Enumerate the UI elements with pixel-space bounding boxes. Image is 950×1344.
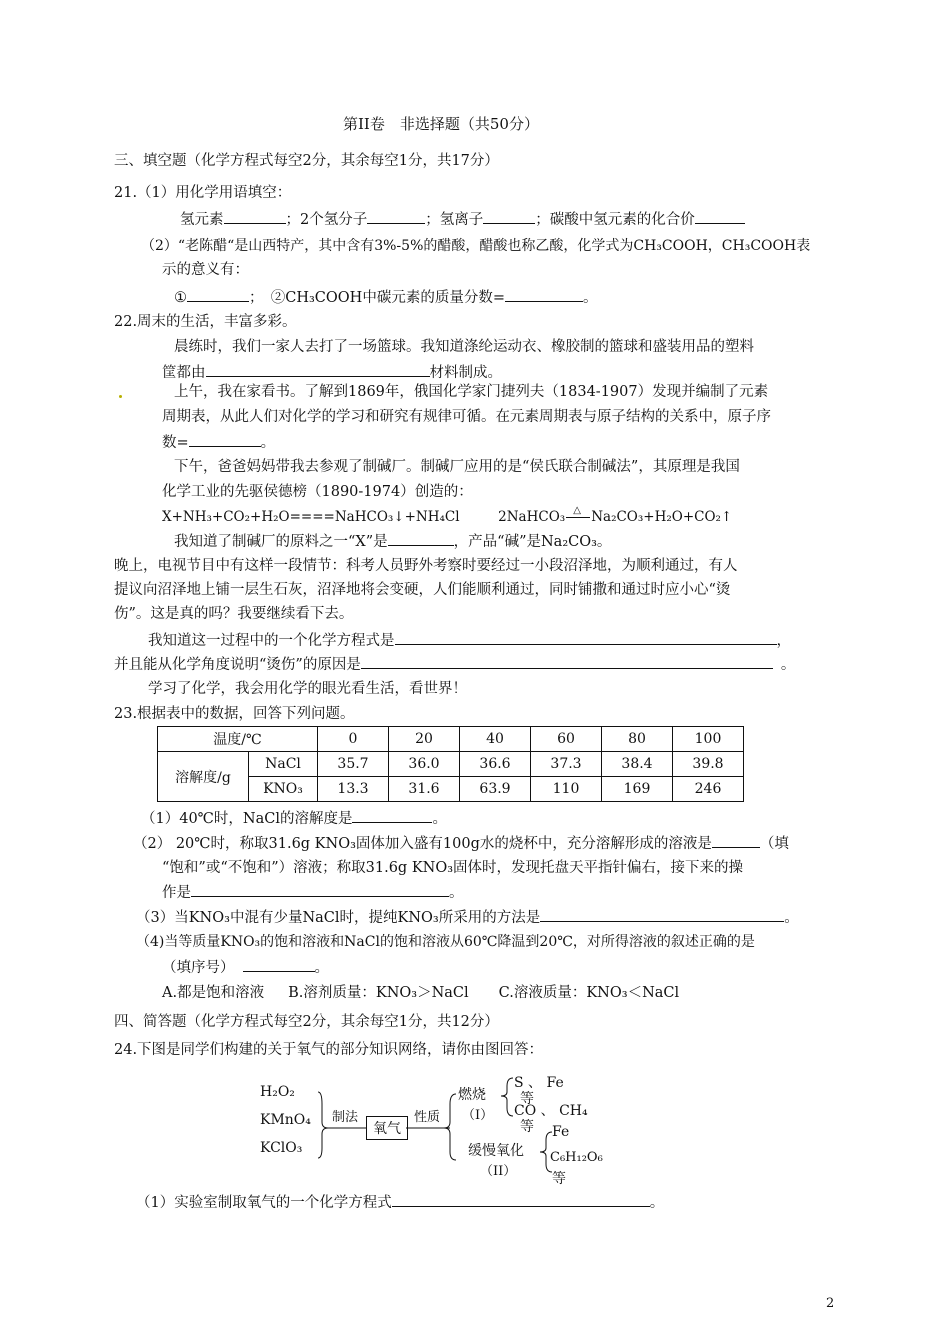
table-cell: 31.6: [389, 777, 460, 802]
q23-options: [162, 983, 679, 1003]
solubility-table: [157, 726, 744, 802]
q23-text: （填序号）: [162, 960, 235, 976]
q22-text: 数=: [162, 435, 189, 451]
q23-text: 。: [449, 885, 464, 901]
table-row: [158, 727, 744, 752]
q22-line14: [148, 630, 791, 651]
q23-s1: [141, 808, 447, 829]
reagent-kclo3: KClO₃: [260, 1140, 303, 1156]
q22-line8: 化学工业的先驱侯德榜（1890-1974）创造的：: [162, 484, 473, 500]
q22-line7: 下午，爸爸妈妈带我去参观了制碱厂。制碱厂应用的是“侯氏联合制碱法”，其原理是我国: [174, 459, 740, 475]
q21-line5: [174, 287, 597, 308]
q21-text: ；2个氢分子: [285, 212, 368, 228]
q22-line2: 晨练时，我们一家人去打了一场篮球。我知道涤纶运动衣、橡胶制的篮球和盛装用品的塑料: [174, 339, 754, 355]
label-combustion-num: （I）: [462, 1108, 494, 1123]
q22-text: ，: [776, 633, 791, 649]
q22-line13: 伤”。这是真的吗？我要继续看下去。: [114, 606, 354, 622]
equation-2-left: 2NaHCO₃: [498, 509, 566, 525]
answer-blank[interactable]: [187, 287, 249, 302]
table-row-label: NaCl: [249, 752, 318, 777]
q22-text: 并且能从化学角度说明“烫伤”的原因是: [114, 657, 361, 673]
answer-blank[interactable]: [206, 362, 430, 377]
part4-heading: 四、简答题（化学方程式每空2分，其余每空1分，共12分）: [114, 1014, 499, 1030]
q23-s2-end: [162, 882, 464, 903]
answer-blank[interactable]: [189, 432, 261, 447]
q23-s4-cont: [162, 957, 329, 978]
table-header-cell: 80: [602, 727, 673, 752]
q23-line1: 23.根据表中的数据，回答下列问题。: [114, 706, 355, 722]
table-row-group-label: 溶解度/g: [158, 752, 249, 802]
answer-blank[interactable]: [695, 209, 745, 224]
q23-text: （填: [759, 836, 789, 852]
label-slow-oxidation-num: （II）: [480, 1164, 517, 1179]
q23-s3: [136, 907, 799, 928]
q22-text: 我知道了制碱厂的原料之一“X”是: [174, 534, 388, 550]
q21-line2: [180, 209, 745, 230]
q21-line3: （2）“老陈醋“是山西特产，其中含有3%-5%的醋酸，醋酸也称乙酸，化学式为CH₃COOH，CH₃COOH表: [141, 238, 811, 254]
option-b: B.溶剂质量：KNO₃＞NaCl: [288, 985, 469, 1001]
oxygen-knowledge-diagram: [258, 1072, 618, 1190]
q22-line16: 学习了化学，我会用化学的眼光看生活，看世界！: [148, 681, 467, 697]
equation-1: X+NH₃+CO₂+H₂O====NaHCO₃↓+NH₄Cl: [162, 509, 460, 525]
q22-line5: 周期表，从此人们对化学的学习和研究有规律可循。在元素周期表与原子结构的关系中，原子序: [162, 409, 771, 425]
q22-line1: 22.周末的生活，丰富多彩。: [114, 314, 297, 330]
combustion-deng-1: 等: [520, 1091, 534, 1107]
q24-text: （1）实验室制取氧气的一个化学方程式: [136, 1195, 392, 1211]
label-combustion: 燃烧: [458, 1087, 486, 1103]
q23-text: （2） 20℃时，称取31.6g KNO₃固体加入盛有100g水的烧杯中，充分溶解形成的溶液是: [133, 836, 712, 852]
section-title: 第II卷 非选择题（共50分）: [343, 115, 539, 133]
q24-text: 。: [649, 1195, 665, 1211]
table-header-cell: 40: [460, 727, 531, 752]
q22-text: 我知道这一过程中的一个化学方程式是: [148, 633, 395, 649]
oxygen-box: 氧气: [366, 1116, 408, 1140]
equation-arrow: [565, 507, 591, 527]
q21-line4: 示的意义有：: [162, 262, 249, 278]
option-c: C.溶液质量：KNO₃＜NaCl: [498, 985, 680, 1001]
reagent-h2o2: H₂O₂: [260, 1084, 295, 1100]
slow-item-fe: Fe: [552, 1124, 570, 1140]
answer-blank[interactable]: [395, 630, 777, 645]
q22-text: ，产品“碱”是Na₂CO₃。: [453, 534, 612, 550]
answer-blank[interactable]: [352, 808, 432, 823]
q23-text: （3）当KNO₃中混有少量NaCl时，提纯KNO₃所采用的方法是: [136, 910, 541, 926]
q23-s2: [133, 833, 789, 854]
table-header-cell: 0: [318, 727, 389, 752]
table-cell: 110: [531, 777, 602, 802]
q22-text: 。: [260, 435, 276, 451]
answer-blank[interactable]: [540, 907, 784, 922]
q21-text: 氢元素: [180, 212, 224, 228]
label-slow-oxidation: 缓慢氧化: [468, 1143, 524, 1159]
answer-blank[interactable]: [191, 882, 449, 897]
q23-text: 。: [784, 910, 799, 926]
q22-line12: 提议向沼泽地上铺一层生石灰，沼泽地将会变硬，人们能顺利通过，同时铺撒和通过时应小心“烫: [114, 582, 731, 598]
equation-2-right: Na₂CO₃+H₂O+CO₂↑: [591, 509, 733, 525]
table-cell: 36.0: [389, 752, 460, 777]
table-cell: 36.6: [460, 752, 531, 777]
q22-line10: [174, 531, 611, 552]
table-cell: 246: [673, 777, 744, 802]
table-cell: 38.4: [602, 752, 673, 777]
q21-text: 。: [582, 290, 598, 306]
page-number: 2: [826, 1296, 835, 1311]
q22-line6: [162, 432, 275, 453]
slow-deng: 等: [552, 1171, 566, 1187]
table-cell: 13.3: [318, 777, 389, 802]
q22-line3: [162, 362, 502, 383]
answer-blank[interactable]: [505, 287, 583, 302]
q23-text: 。: [314, 960, 329, 976]
q22-text: 材料制成。: [429, 365, 502, 381]
table-cell: 169: [602, 777, 673, 802]
table-cell: 39.8: [673, 752, 744, 777]
label-properties: 性质: [414, 1110, 441, 1125]
reagent-kmno4: KMnO₄: [260, 1112, 311, 1128]
answer-blank[interactable]: [388, 531, 454, 546]
table-cell: 63.9: [460, 777, 531, 802]
q22-text: 筐都由: [162, 365, 206, 381]
q24-line1: 24.下图是同学们构建的关于氧气的部分知识网络，请你由图回答：: [114, 1042, 544, 1058]
q21-text: ；氢离子: [425, 212, 484, 228]
table-cell: 35.7: [318, 752, 389, 777]
q22-equations: [162, 507, 732, 527]
q22-line4: 上午，我在家看书。了解到1869年，俄国化学家门捷列夫（1834-1907）发现并编制了元素: [174, 384, 769, 400]
q22-text: 。: [780, 657, 796, 673]
combustion-items-1: S 、 Fe: [514, 1075, 564, 1091]
q23-s2-cont: “饱和”或“不饱和”）溶液；称取31.6g KNO₃固体时，发现托盘天平指针偏右，接下来的操: [162, 860, 744, 876]
answer-blank[interactable]: [483, 209, 535, 224]
heat-condition: △: [573, 505, 581, 516]
answer-blank[interactable]: [224, 209, 286, 224]
answer-blank[interactable]: [392, 1192, 650, 1207]
answer-blank[interactable]: [361, 654, 773, 669]
speck: [119, 395, 122, 398]
combustion-items-2: CO 、 CH₄: [514, 1103, 588, 1119]
table-row: [158, 752, 744, 777]
table-header-cell: 60: [531, 727, 602, 752]
option-a: A.都是饱和溶液: [162, 985, 265, 1001]
q21-text: ①: [174, 290, 187, 306]
combustion-deng-2: 等: [520, 1119, 534, 1135]
q21-text: ；碳酸中氢元素的化合价: [535, 212, 695, 228]
q24-s1: [136, 1192, 664, 1213]
q21-text: ； ②CH₃COOH中碳元素的质量分数=: [249, 290, 505, 306]
table-row-label: KNO₃: [249, 777, 318, 802]
q23-text: （1）40℃时，NaCl的溶解度是: [141, 811, 353, 827]
answer-blank[interactable]: [243, 957, 315, 972]
q22-line11: 晚上，电视节目中有这样一段情节：科考人员野外考察时要经过一小段沼泽地，为顺利通过，有人: [114, 558, 738, 574]
q22-line15: [114, 654, 795, 675]
q23-text: 。: [432, 811, 447, 827]
table-header-cell: 100: [673, 727, 744, 752]
answer-blank[interactable]: [367, 209, 425, 224]
q23-s4: （4)当等质量KNO₃的饱和溶液和NaCl的饱和溶液从60℃降温到20℃，对所得溶液的叙述正确的是: [136, 934, 755, 950]
label-preparation: 制法: [332, 1110, 359, 1125]
table-header-cell: 温度/℃: [158, 727, 318, 752]
answer-blank[interactable]: [712, 833, 760, 848]
table-header-cell: 20: [389, 727, 460, 752]
part3-heading: 三、填空题（化学方程式每空2分，其余每空1分，共17分）: [114, 153, 499, 169]
q23-text: 作是: [162, 885, 191, 901]
table-cell: 37.3: [531, 752, 602, 777]
slow-item-glucose: C₆H₁₂O₆: [550, 1150, 603, 1165]
q21-line1: 21.（1）用化学用语填空：: [114, 185, 292, 201]
